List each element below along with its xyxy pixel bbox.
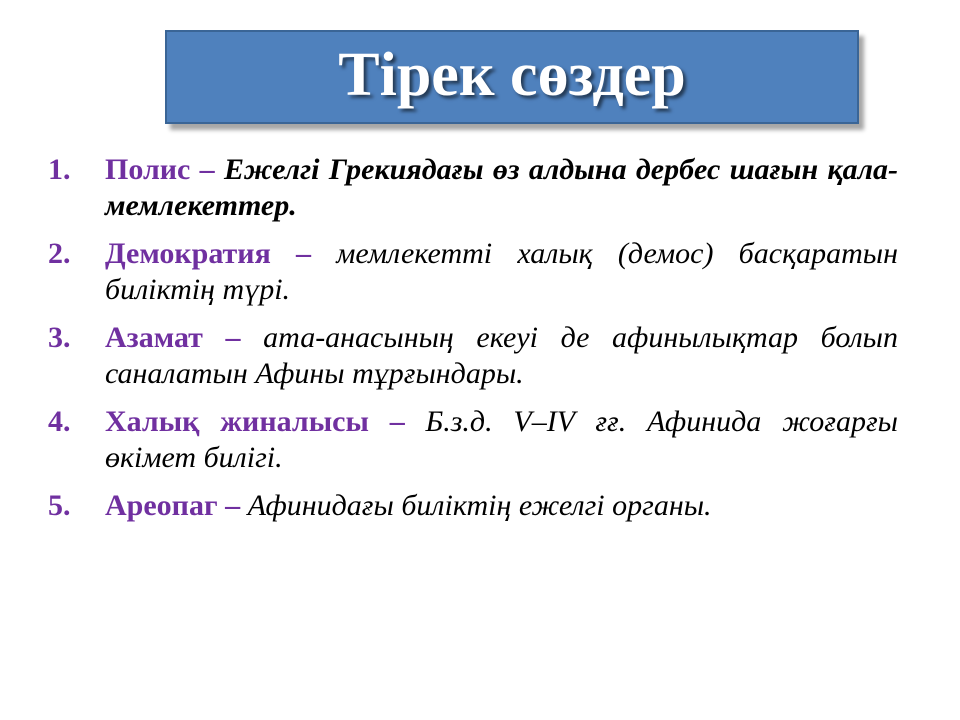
title-box [165, 30, 859, 124]
term-definition: мемлекетті халық (демос) басқаратын биліктің түрі. [105, 237, 898, 306]
terms-list [48, 152, 898, 536]
term-word: Азамат – [105, 321, 264, 354]
slide-title: Тірек сөздер [338, 41, 686, 109]
term-definition: Ежелгі Грекиядағы өз алдына дербес шағын қала-мемлекеттер. [105, 153, 898, 222]
term-item-assembly [48, 404, 898, 476]
term-item-citizen [48, 320, 898, 392]
term-word: Ареопаг – [105, 489, 248, 522]
term-number: 2. [48, 237, 71, 270]
term-number: 3. [48, 321, 71, 354]
term-definition: ата-анасының екеуі де афинылықтар болып саналатын Афины тұрғындары. [105, 321, 898, 390]
term-item-polis [48, 152, 898, 224]
term-number: 4. [48, 405, 71, 438]
term-word: Демократия – [105, 237, 337, 270]
term-word: Полис – [105, 153, 224, 186]
term-definition: Б.з.д. V–IV ғғ. Афинида жоғарғы өкімет билігі. [105, 405, 898, 474]
term-number: 1. [48, 153, 71, 186]
term-item-democracy [48, 236, 898, 308]
term-item-areopagus [48, 488, 898, 524]
term-number: 5. [48, 489, 71, 522]
term-word: Халық жиналысы – [105, 405, 426, 438]
term-definition: Афинидағы биліктің ежелгі органы. [247, 489, 712, 522]
